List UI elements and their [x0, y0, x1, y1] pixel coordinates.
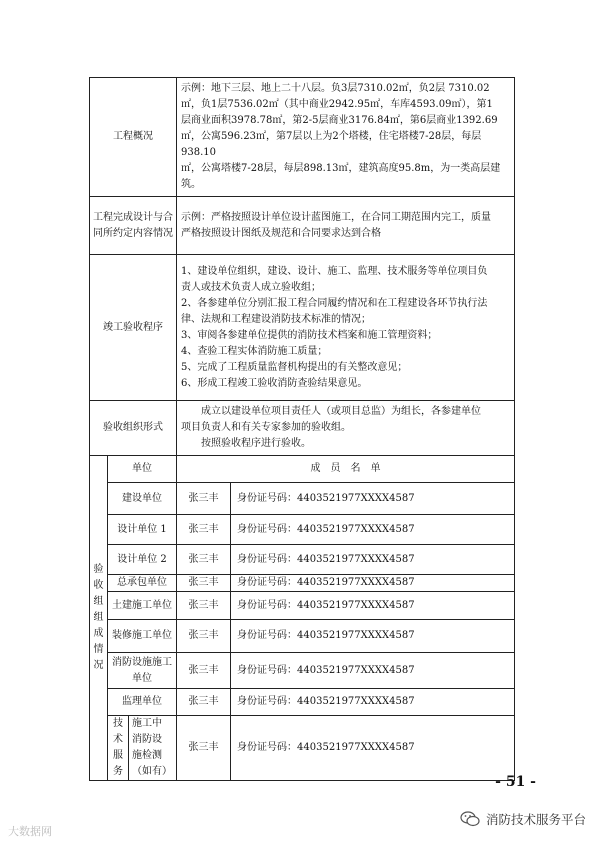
member-name: 张三丰 [177, 545, 231, 575]
tech-service-row [90, 716, 515, 781]
member-row [90, 620, 515, 653]
completion-content: 示例：严格按照设计单位设计蓝图施工，在合同工期范围内完工，质量 严格按照设计图纸及规范和合同要求达到合格 [177, 197, 515, 255]
member-id: 身份证号码：44035219​77XXXX4587 [231, 545, 515, 575]
member-name: 张三丰 [177, 653, 231, 689]
tech-service-label: 技 术 服 务 [108, 716, 129, 781]
completion-label: 工程完成设计与合 同所约定内容情况 [90, 197, 177, 255]
unit-cell: 建设单位 [108, 483, 177, 515]
member-row [90, 545, 515, 575]
member-id: 身份证号码：44035219​77XXXX4587 [231, 689, 515, 716]
procedure-row [90, 255, 515, 401]
unit-cell: 土建施工单位 [108, 592, 177, 620]
unit-header: 单位 [108, 456, 177, 483]
member-id: 身份证号码：44035219​77XXXX4587 [231, 592, 515, 620]
member-id: 身份证号码：44035219​77XXXX4587 [231, 515, 515, 545]
wechat-icon [460, 811, 480, 827]
watermark-right [460, 810, 586, 828]
unit-cell: 装修施工单位 [108, 620, 177, 653]
member-id: 身份证号码：44035219​77XXXX4587 [231, 483, 515, 515]
member-header: 成 员 名 单 [177, 456, 515, 483]
completion-row [90, 197, 515, 255]
overview-content: 示例：地下三层、地上二十八层。负3层7310.02㎡，负2层 7310.02 ㎡，负1层7536.02㎡（其中商业2942.95㎡，车库4593.09㎡），第1 层商业面积3978.78㎡，第2-5层商业3176.84㎡，第6层商业1392.69 ㎡，公寓596.23㎡，第7层以上为2个塔楼，住宅塔楼7-28层，每层938.10 ㎡，公寓塔楼7-28层，每层898.13㎡，建筑高度95.8m，为一类高层建 筑。 [177, 78, 515, 197]
member-name: 张三丰 [177, 592, 231, 620]
unit-cell: 总承包单位 [108, 575, 177, 592]
watermark-right-text: 消防技术服务平台 [485, 812, 586, 827]
member-name: 张三丰 [177, 483, 231, 515]
member-id: 身份证号码：44035219​77XXXX4587 [231, 620, 515, 653]
procedure-content: 1、建设单位组织，建设、设计、施工、监理、技术服务等单位项目负 责人或技术负责人成立验收组； 2、各参建单位分别汇报工程合同履约情况和在工程建设各环节执行法 律、法规和工程建设消防技术标准的情况； 3、审阅各参建单位提供的消防技术档案和施工管理资料； 4、查验工程实体消防施工质量； 5、完成了工程质量监督机构提出的有关整改意见； 6、形成工程竣工验收消防查验结果意见。 [177, 255, 515, 401]
member-row [90, 653, 515, 689]
member-name: 张三丰 [177, 575, 231, 592]
member-name: 张三丰 [177, 515, 231, 545]
member-row [90, 592, 515, 620]
unit-cell: 设计单位 1 [108, 515, 177, 545]
group-header-row [90, 456, 515, 483]
member-id: 身份证号码：44035219​77XXXX4587 [231, 716, 515, 781]
unit-cell: 设计单位 2 [108, 545, 177, 575]
overview-row [90, 78, 515, 197]
member-row [90, 483, 515, 515]
member-id: 身份证号码：44035219​77XXXX4587 [231, 575, 515, 592]
procedure-label: 竣工验收程序 [90, 255, 177, 401]
member-row [90, 575, 515, 592]
member-name: 张三丰 [177, 689, 231, 716]
organization-content: 成立以建设单位项目责任人（或项目总监）为组长，各参建单位 项目负责人和有关专家参加的验收组。 按照验收程序进行验收。 [177, 401, 515, 456]
unit-cell: 消防设施施工单位 [108, 653, 177, 689]
member-name: 张三丰 [177, 620, 231, 653]
organization-row [90, 401, 515, 456]
member-id: 身份证号码：44035219​77XXXX4587 [231, 653, 515, 689]
organization-label: 验收组织形式 [90, 401, 177, 456]
overview-label: 工程概况 [90, 78, 177, 197]
member-name: 张三丰 [177, 716, 231, 781]
member-row [90, 689, 515, 716]
tech-service-sublabel: 施工中 消防设 施检测 （如有） [129, 716, 177, 781]
page-number: - 51 - [495, 774, 536, 790]
unit-cell: 监理单位 [108, 689, 177, 716]
watermark-left: 大数据网 [8, 825, 52, 838]
acceptance-form-table [89, 77, 515, 781]
group-label: 验 收 组 组 成 情 况 [90, 456, 108, 781]
member-row [90, 515, 515, 545]
